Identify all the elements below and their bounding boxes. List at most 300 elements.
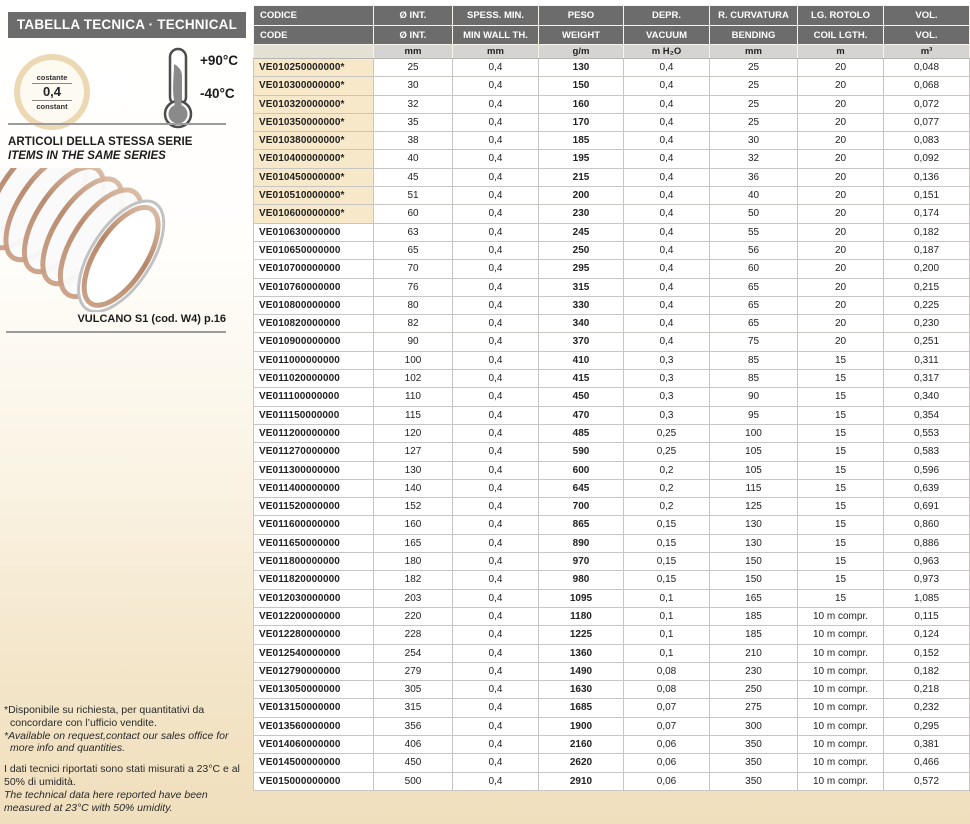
table-row <box>254 241 970 259</box>
cell-coil-length: 10 m compr. <box>798 772 884 790</box>
table-row <box>254 516 970 534</box>
cell-min-wall: 0,4 <box>453 534 539 552</box>
cell-coil-length: 20 <box>798 205 884 223</box>
cell-vacuum: 0,07 <box>624 717 710 735</box>
cell-inner-diameter: 63 <box>374 223 453 241</box>
cell-code: VE010250000000* <box>254 59 374 77</box>
cell-bending: 40 <box>710 187 798 205</box>
column-header-codice: CODICE <box>254 6 374 26</box>
same-series-title-it: ARTICOLI DELLA STESSA SERIE <box>8 136 193 148</box>
cell-inner-diameter: 25 <box>374 59 453 77</box>
cell-weight: 600 <box>539 461 624 479</box>
table-row <box>254 187 970 205</box>
cell-bending: 25 <box>710 77 798 95</box>
cell-bending: 350 <box>710 772 798 790</box>
cell-code: VE011820000000 <box>254 571 374 589</box>
cell-vacuum: 0,4 <box>624 59 710 77</box>
cell-weight: 315 <box>539 278 624 296</box>
cell-min-wall: 0,4 <box>453 315 539 333</box>
cell-code: VE010450000000* <box>254 168 374 186</box>
cell-inner-diameter: 60 <box>374 205 453 223</box>
cell-vacuum: 0,25 <box>624 443 710 461</box>
constant-label-it: costante <box>36 73 68 82</box>
table-row <box>254 370 970 388</box>
cell-coil-length: 20 <box>798 187 884 205</box>
cell-code: VE011600000000 <box>254 516 374 534</box>
cell-min-wall: 0,4 <box>453 113 539 131</box>
cell-vacuum: 0,06 <box>624 772 710 790</box>
cell-inner-diameter: 35 <box>374 113 453 131</box>
table-row <box>254 607 970 625</box>
cell-weight: 2160 <box>539 735 624 753</box>
cell-coil-length: 15 <box>798 553 884 571</box>
cell-bending: 60 <box>710 260 798 278</box>
unit-coil-length: m <box>798 45 884 59</box>
cell-inner-diameter: 110 <box>374 388 453 406</box>
cell-coil-length: 10 m compr. <box>798 717 884 735</box>
cell-code: VE010300000000* <box>254 77 374 95</box>
cell-volume: 0,691 <box>884 498 970 516</box>
cell-vacuum: 0,15 <box>624 571 710 589</box>
cell-weight: 865 <box>539 516 624 534</box>
cell-weight: 2620 <box>539 754 624 772</box>
cell-volume: 0,251 <box>884 333 970 351</box>
cell-vacuum: 0,4 <box>624 296 710 314</box>
cell-coil-length: 20 <box>798 150 884 168</box>
cell-bending: 300 <box>710 717 798 735</box>
cell-volume: 0,886 <box>884 534 970 552</box>
table-row <box>254 589 970 607</box>
cell-volume: 0,317 <box>884 370 970 388</box>
cell-code: VE010630000000 <box>254 223 374 241</box>
cell-coil-length: 20 <box>798 77 884 95</box>
cell-inner-diameter: 140 <box>374 479 453 497</box>
cell-code: VE011400000000 <box>254 479 374 497</box>
cell-vacuum: 0,4 <box>624 150 710 168</box>
constant-value: 0,4 <box>42 84 62 99</box>
cell-volume: 1,085 <box>884 589 970 607</box>
cell-volume: 0,354 <box>884 406 970 424</box>
cell-min-wall: 0,4 <box>453 443 539 461</box>
hose-image <box>0 168 192 312</box>
cell-volume: 0,225 <box>884 296 970 314</box>
header-row-it <box>254 6 970 26</box>
cell-code: VE010820000000 <box>254 315 374 333</box>
cell-coil-length: 20 <box>798 168 884 186</box>
unit-volume: m³ <box>884 45 970 59</box>
cell-min-wall: 0,4 <box>453 772 539 790</box>
cell-vacuum: 0,4 <box>624 278 710 296</box>
cell-inner-diameter: 51 <box>374 187 453 205</box>
table-row <box>254 443 970 461</box>
cell-bending: 30 <box>710 132 798 150</box>
cell-vacuum: 0,4 <box>624 315 710 333</box>
cell-min-wall: 0,4 <box>453 571 539 589</box>
cell-min-wall: 0,4 <box>453 260 539 278</box>
cell-inner-diameter: 228 <box>374 626 453 644</box>
cell-min-wall: 0,4 <box>453 461 539 479</box>
cell-vacuum: 0,1 <box>624 589 710 607</box>
cell-bending: 65 <box>710 315 798 333</box>
table-row <box>254 754 970 772</box>
cell-bending: 90 <box>710 388 798 406</box>
cell-coil-length: 10 m compr. <box>798 735 884 753</box>
cell-code: VE013560000000 <box>254 717 374 735</box>
table-row <box>254 553 970 571</box>
cell-volume: 0,572 <box>884 772 970 790</box>
cell-min-wall: 0,4 <box>453 370 539 388</box>
cell-min-wall: 0,4 <box>453 607 539 625</box>
cell-volume: 0,092 <box>884 150 970 168</box>
cell-vacuum: 0,06 <box>624 754 710 772</box>
table-row <box>254 296 970 314</box>
cell-bending: 105 <box>710 443 798 461</box>
cell-volume: 0,340 <box>884 388 970 406</box>
badge-divider <box>32 100 72 101</box>
table-row <box>254 333 970 351</box>
cell-volume: 0,963 <box>884 553 970 571</box>
cell-weight: 245 <box>539 223 624 241</box>
thermometer-icon <box>158 46 198 130</box>
cell-code: VE010650000000 <box>254 241 374 259</box>
cell-code: VE011650000000 <box>254 534 374 552</box>
cell-inner-diameter: 279 <box>374 662 453 680</box>
cell-bending: 56 <box>710 241 798 259</box>
cell-volume: 0,182 <box>884 223 970 241</box>
cell-vacuum: 0,06 <box>624 735 710 753</box>
unit-vacuum: m H₂O <box>624 45 710 59</box>
same-series-title-en: ITEMS IN THE SAME SERIES <box>8 150 166 162</box>
cell-coil-length: 15 <box>798 589 884 607</box>
cell-volume: 0,381 <box>884 735 970 753</box>
cell-weight: 1095 <box>539 589 624 607</box>
cell-inner-diameter: 80 <box>374 296 453 314</box>
cell-bending: 75 <box>710 333 798 351</box>
column-header-coil-length: COIL LGTH. <box>798 26 884 45</box>
table-row <box>254 571 970 589</box>
cell-bending: 85 <box>710 351 798 369</box>
cell-bending: 130 <box>710 516 798 534</box>
cell-bending: 250 <box>710 681 798 699</box>
cell-bending: 65 <box>710 278 798 296</box>
cell-coil-length: 10 m compr. <box>798 699 884 717</box>
cell-volume: 0,077 <box>884 113 970 131</box>
cell-volume: 0,311 <box>884 351 970 369</box>
table-row <box>254 59 970 77</box>
table-row <box>254 498 970 516</box>
cell-coil-length: 15 <box>798 534 884 552</box>
column-header-spessore: SPESS. MIN. <box>453 6 539 26</box>
cell-inner-diameter: 152 <box>374 498 453 516</box>
cell-bending: 55 <box>710 223 798 241</box>
cell-vacuum: 0,4 <box>624 187 710 205</box>
cell-volume: 0,187 <box>884 241 970 259</box>
cell-coil-length: 15 <box>798 388 884 406</box>
cell-volume: 0,596 <box>884 461 970 479</box>
cell-vacuum: 0,07 <box>624 699 710 717</box>
sidebar-divider <box>8 123 226 125</box>
column-header-rotolo: LG. ROTOLO <box>798 6 884 26</box>
cell-code: VE010400000000* <box>254 150 374 168</box>
cell-inner-diameter: 76 <box>374 278 453 296</box>
header-row-en <box>254 26 970 45</box>
table-row <box>254 479 970 497</box>
cell-coil-length: 20 <box>798 132 884 150</box>
cell-min-wall: 0,4 <box>453 553 539 571</box>
cell-bending: 230 <box>710 662 798 680</box>
cell-min-wall: 0,4 <box>453 699 539 717</box>
cell-code: VE013150000000 <box>254 699 374 717</box>
cell-inner-diameter: 130 <box>374 461 453 479</box>
cell-bending: 185 <box>710 626 798 644</box>
cell-bending: 50 <box>710 205 798 223</box>
cell-weight: 200 <box>539 187 624 205</box>
cell-code: VE012200000000 <box>254 607 374 625</box>
cell-min-wall: 0,4 <box>453 241 539 259</box>
table-row <box>254 644 970 662</box>
unit-min-wall: mm <box>453 45 539 59</box>
cell-min-wall: 0,4 <box>453 168 539 186</box>
cell-volume: 0,973 <box>884 571 970 589</box>
cell-min-wall: 0,4 <box>453 59 539 77</box>
cell-weight: 150 <box>539 77 624 95</box>
cell-vacuum: 0,08 <box>624 681 710 699</box>
table-row <box>254 662 970 680</box>
cell-coil-length: 15 <box>798 571 884 589</box>
cell-inner-diameter: 102 <box>374 370 453 388</box>
cell-volume: 0,232 <box>884 699 970 717</box>
column-header-volume: VOL. <box>884 6 970 26</box>
cell-weight: 970 <box>539 553 624 571</box>
cell-weight: 1180 <box>539 607 624 625</box>
cell-inner-diameter: 165 <box>374 534 453 552</box>
cell-inner-diameter: 450 <box>374 754 453 772</box>
cell-bending: 25 <box>710 95 798 113</box>
table-row <box>254 113 970 131</box>
cell-bending: 32 <box>710 150 798 168</box>
cell-weight: 700 <box>539 498 624 516</box>
cell-volume: 0,174 <box>884 205 970 223</box>
cell-weight: 890 <box>539 534 624 552</box>
cell-weight: 485 <box>539 424 624 442</box>
table-row <box>254 260 970 278</box>
cell-weight: 410 <box>539 351 624 369</box>
table-row <box>254 681 970 699</box>
cell-vacuum: 0,3 <box>624 370 710 388</box>
cell-volume: 0,136 <box>884 168 970 186</box>
cell-vacuum: 0,4 <box>624 241 710 259</box>
cell-code: VE010900000000 <box>254 333 374 351</box>
footnotes <box>4 704 251 814</box>
cell-vacuum: 0,4 <box>624 223 710 241</box>
cell-code: VE014500000000 <box>254 754 374 772</box>
cell-volume: 0,230 <box>884 315 970 333</box>
cell-bending: 85 <box>710 370 798 388</box>
table-row <box>254 534 970 552</box>
cell-vacuum: 0,4 <box>624 205 710 223</box>
cell-vacuum: 0,2 <box>624 461 710 479</box>
cell-code: VE012790000000 <box>254 662 374 680</box>
cell-vacuum: 0,2 <box>624 479 710 497</box>
cell-inner-diameter: 254 <box>374 644 453 662</box>
cell-inner-diameter: 182 <box>374 571 453 589</box>
cell-code: VE011520000000 <box>254 498 374 516</box>
cell-weight: 330 <box>539 296 624 314</box>
cell-code: VE011300000000 <box>254 461 374 479</box>
cell-weight: 450 <box>539 388 624 406</box>
cell-inner-diameter: 406 <box>374 735 453 753</box>
cell-bending: 100 <box>710 424 798 442</box>
cell-min-wall: 0,4 <box>453 644 539 662</box>
column-header-vacuum: VACUUM <box>624 26 710 45</box>
cell-inner-diameter: 315 <box>374 699 453 717</box>
cell-volume: 0,639 <box>884 479 970 497</box>
cell-code: VE011800000000 <box>254 553 374 571</box>
cell-vacuum: 0,2 <box>624 498 710 516</box>
column-header-diameter: Ø INT. <box>374 26 453 45</box>
cell-coil-length: 15 <box>798 479 884 497</box>
sidebar-divider <box>6 331 226 333</box>
cell-code: VE010510000000* <box>254 187 374 205</box>
table-row <box>254 95 970 113</box>
cell-coil-length: 20 <box>798 278 884 296</box>
cell-volume: 0,466 <box>884 754 970 772</box>
cell-min-wall: 0,4 <box>453 205 539 223</box>
cell-bending: 130 <box>710 534 798 552</box>
cell-min-wall: 0,4 <box>453 424 539 442</box>
cell-bending: 25 <box>710 59 798 77</box>
cell-inner-diameter: 40 <box>374 150 453 168</box>
cell-coil-length: 10 m compr. <box>798 644 884 662</box>
cell-bending: 125 <box>710 498 798 516</box>
cell-code: VE011000000000 <box>254 351 374 369</box>
cell-inner-diameter: 30 <box>374 77 453 95</box>
cell-inner-diameter: 90 <box>374 333 453 351</box>
column-header-bending: BENDING <box>710 26 798 45</box>
cell-vacuum: 0,4 <box>624 77 710 95</box>
cell-coil-length: 20 <box>798 113 884 131</box>
cell-min-wall: 0,4 <box>453 223 539 241</box>
cell-min-wall: 0,4 <box>453 406 539 424</box>
cell-code: VE012280000000 <box>254 626 374 644</box>
table-body <box>254 59 970 791</box>
cell-code: VE014060000000 <box>254 735 374 753</box>
cell-inner-diameter: 45 <box>374 168 453 186</box>
cell-vacuum: 0,4 <box>624 95 710 113</box>
cell-code: VE010700000000 <box>254 260 374 278</box>
table-row <box>254 388 970 406</box>
constant-badge <box>14 54 90 130</box>
cell-vacuum: 0,4 <box>624 132 710 150</box>
technical-data-table <box>253 5 970 791</box>
cell-coil-length: 20 <box>798 241 884 259</box>
cell-weight: 195 <box>539 150 624 168</box>
cell-volume: 0,083 <box>884 132 970 150</box>
cell-code: VE011020000000 <box>254 370 374 388</box>
table-row <box>254 168 970 186</box>
cell-volume: 0,048 <box>884 59 970 77</box>
cell-coil-length: 15 <box>798 406 884 424</box>
cell-min-wall: 0,4 <box>453 388 539 406</box>
cell-bending: 95 <box>710 406 798 424</box>
cell-bending: 25 <box>710 113 798 131</box>
unit-code <box>254 45 374 59</box>
cell-weight: 185 <box>539 132 624 150</box>
cell-inner-diameter: 203 <box>374 589 453 607</box>
cell-coil-length: 10 m compr. <box>798 607 884 625</box>
cell-vacuum: 0,08 <box>624 662 710 680</box>
cell-code: VE013050000000 <box>254 681 374 699</box>
cell-min-wall: 0,4 <box>453 626 539 644</box>
cell-volume: 0,860 <box>884 516 970 534</box>
cell-coil-length: 20 <box>798 260 884 278</box>
cell-weight: 340 <box>539 315 624 333</box>
table-row <box>254 150 970 168</box>
column-header-vol: VOL. <box>884 26 970 45</box>
cell-weight: 1900 <box>539 717 624 735</box>
cell-vacuum: 0,15 <box>624 516 710 534</box>
cell-code: VE011200000000 <box>254 424 374 442</box>
constant-badge-inner <box>20 60 84 124</box>
cell-inner-diameter: 160 <box>374 516 453 534</box>
cell-code: VE015000000000 <box>254 772 374 790</box>
table-row <box>254 77 970 95</box>
cell-volume: 0,115 <box>884 607 970 625</box>
cell-weight: 980 <box>539 571 624 589</box>
cell-bending: 350 <box>710 735 798 753</box>
cell-coil-length: 20 <box>798 333 884 351</box>
cell-vacuum: 0,3 <box>624 351 710 369</box>
cell-inner-diameter: 32 <box>374 95 453 113</box>
cell-min-wall: 0,4 <box>453 351 539 369</box>
cell-vacuum: 0,3 <box>624 388 710 406</box>
cell-weight: 1225 <box>539 626 624 644</box>
cell-min-wall: 0,4 <box>453 333 539 351</box>
cell-volume: 0,553 <box>884 424 970 442</box>
cell-weight: 1630 <box>539 681 624 699</box>
cell-bending: 275 <box>710 699 798 717</box>
cell-weight: 170 <box>539 113 624 131</box>
cell-coil-length: 15 <box>798 498 884 516</box>
column-header-diametro: Ø INT. <box>374 6 453 26</box>
cell-min-wall: 0,4 <box>453 132 539 150</box>
cell-weight: 1360 <box>539 644 624 662</box>
table-row <box>254 223 970 241</box>
cell-code: VE010600000000* <box>254 205 374 223</box>
column-header-curvatura: R. CURVATURA <box>710 6 798 26</box>
cell-min-wall: 0,4 <box>453 681 539 699</box>
table-row <box>254 626 970 644</box>
cell-volume: 0,068 <box>884 77 970 95</box>
cell-coil-length: 15 <box>798 461 884 479</box>
footnote-measurement-it: I dati tecnici riportati sono stati misurati a 23°C e al 50% di umidità. <box>4 763 240 788</box>
cell-volume: 0,152 <box>884 644 970 662</box>
unit-weight: g/m <box>539 45 624 59</box>
cell-coil-length: 15 <box>798 351 884 369</box>
cell-bending: 115 <box>710 479 798 497</box>
cell-volume: 0,218 <box>884 681 970 699</box>
cell-volume: 0,151 <box>884 187 970 205</box>
cell-volume: 0,182 <box>884 662 970 680</box>
cell-coil-length: 10 m compr. <box>798 662 884 680</box>
cell-vacuum: 0,4 <box>624 260 710 278</box>
cell-vacuum: 0,1 <box>624 607 710 625</box>
column-header-min-wall: MIN WALL TH. <box>453 26 539 45</box>
cell-volume: 0,124 <box>884 626 970 644</box>
cell-min-wall: 0,4 <box>453 754 539 772</box>
cell-min-wall: 0,4 <box>453 187 539 205</box>
table-row <box>254 735 970 753</box>
